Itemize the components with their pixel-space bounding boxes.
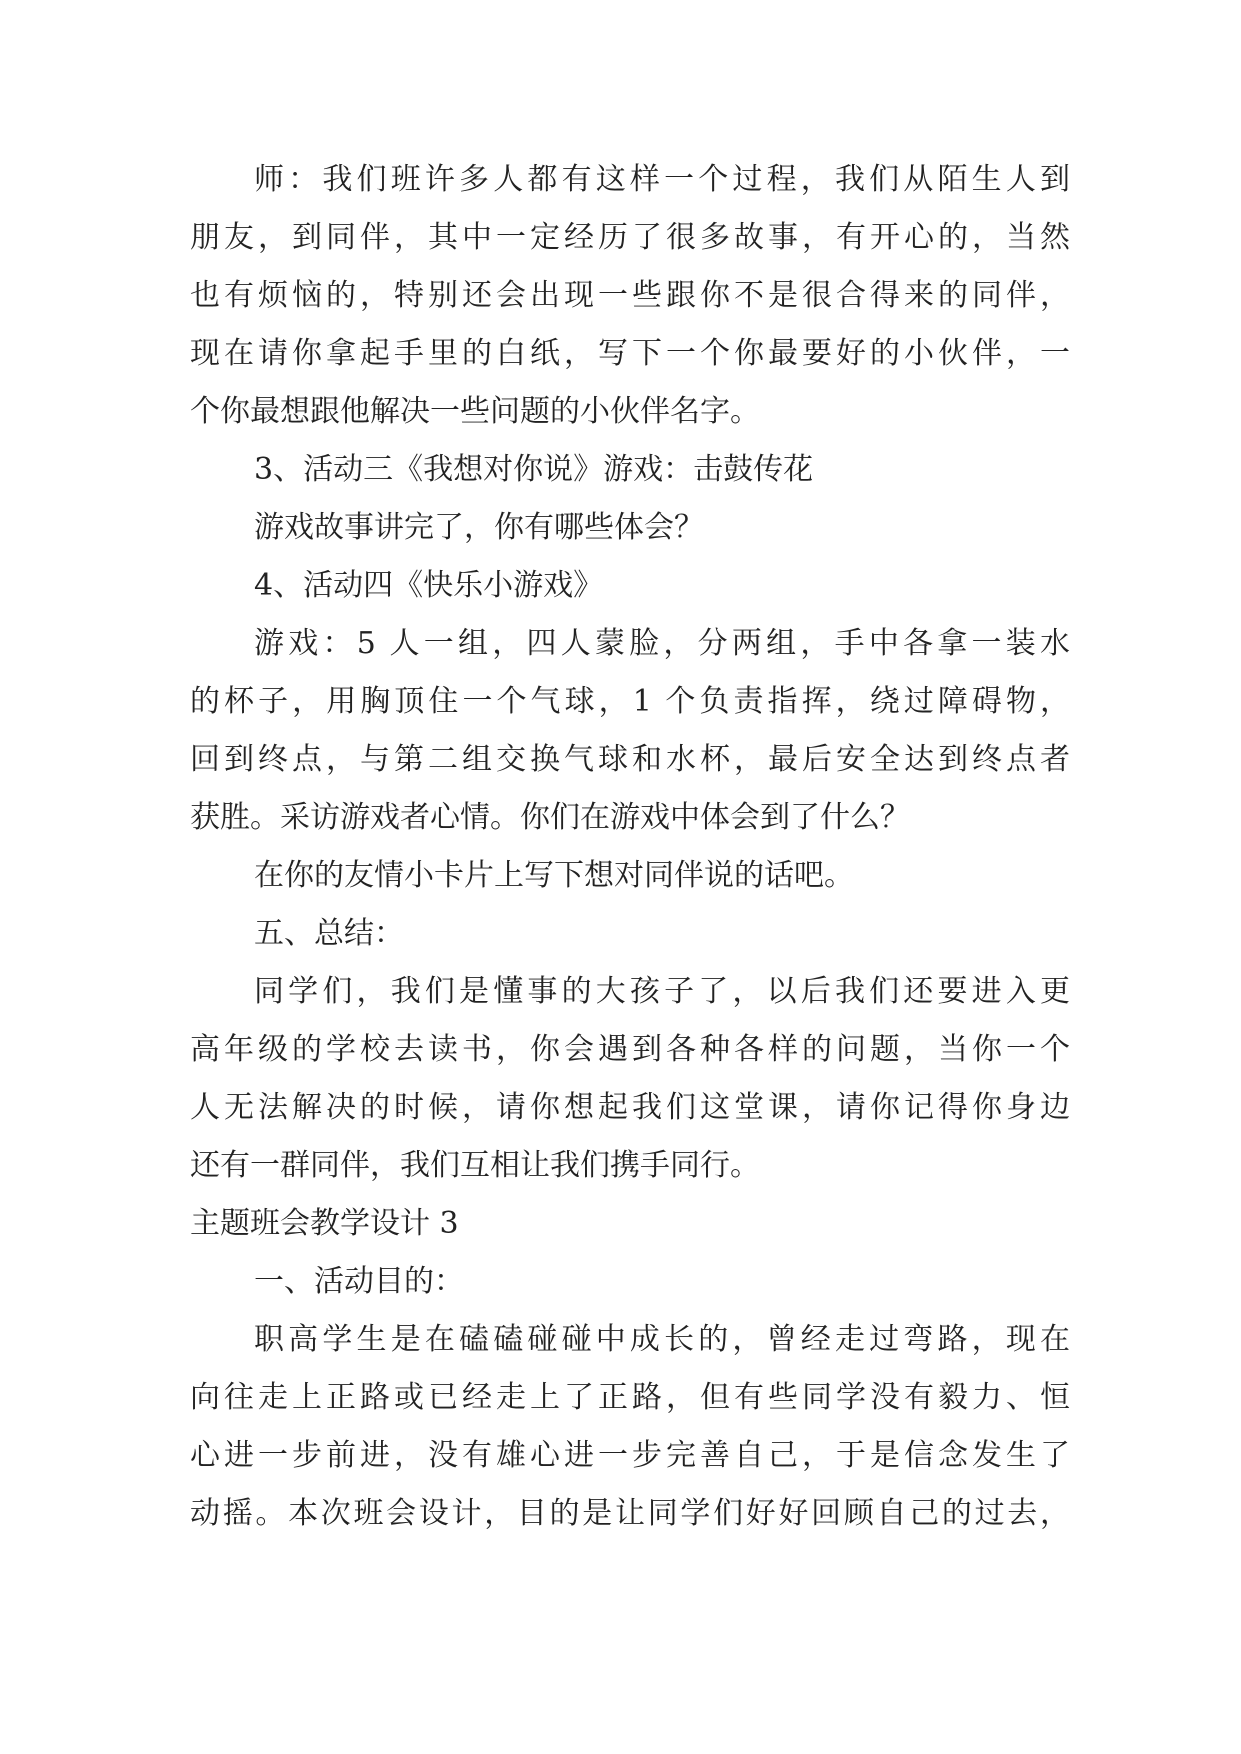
section-heading: 4、活动四《快乐小游戏》 (254, 568, 604, 603)
text-line: 游戏故事讲完了，你有哪些体会？ (254, 510, 704, 545)
text-line: 个你最想跟他解决一些问题的小伙伴名字。 (190, 394, 760, 429)
text-line: 还有一群同伴，我们互相让我们携手同行。 (190, 1148, 760, 1183)
text-line: 心进一步前进，没有雄心进一步完善自己，于是信念发生了 (190, 1438, 1070, 1473)
text-line: 朋友，到同伴，其中一定经历了很多故事，有开心的，当然 (190, 220, 1070, 255)
section-heading: 五、总结： (254, 916, 404, 951)
text-line: 回到终点，与第二组交换气球和水杯，最后安全达到终点者 (190, 742, 1070, 777)
text-line: 高年级的学校去读书，你会遇到各种各样的问题，当你一个 (190, 1032, 1070, 1067)
text-line: 动摇。本次班会设计，目的是让同学们好好回顾自己的过去， (190, 1496, 1070, 1531)
document-title: 主题班会教学设计 3 (190, 1206, 459, 1241)
text-line: 也有烦恼的，特别还会出现一些跟你不是很合得来的同伴， (190, 278, 1070, 313)
text-line: 人无法解决的时候，请你想起我们这堂课，请你记得你身边 (190, 1090, 1070, 1125)
text-line: 师：我们班许多人都有这样一个过程，我们从陌生人到 (254, 162, 1070, 197)
text-line: 在你的友情小卡片上写下想对同伴说的话吧。 (254, 858, 854, 893)
text-line: 职高学生是在磕磕碰碰中成长的，曾经走过弯路，现在 (254, 1322, 1070, 1357)
text-line: 同学们，我们是懂事的大孩子了，以后我们还要进入更 (254, 974, 1070, 1009)
section-heading: 一、活动目的： (254, 1264, 464, 1299)
text-line: 向往走上正路或已经走上了正路，但有些同学没有毅力、恒 (190, 1380, 1070, 1415)
text-line: 获胜。采访游戏者心情。你们在游戏中体会到了什么？ (190, 800, 910, 835)
text-line: 的杯子，用胸顶住一个气球，1 个负责指挥，绕过障碍物， (190, 684, 1070, 719)
text-line: 现在请你拿起手里的白纸，写下一个你最要好的小伙伴，一 (190, 336, 1070, 371)
text-line: 游戏：5 人一组，四人蒙脸，分两组，手中各拿一装水 (254, 626, 1070, 661)
text-line: 3、活动三《我想对你说》游戏：击鼓传花 (254, 452, 814, 487)
